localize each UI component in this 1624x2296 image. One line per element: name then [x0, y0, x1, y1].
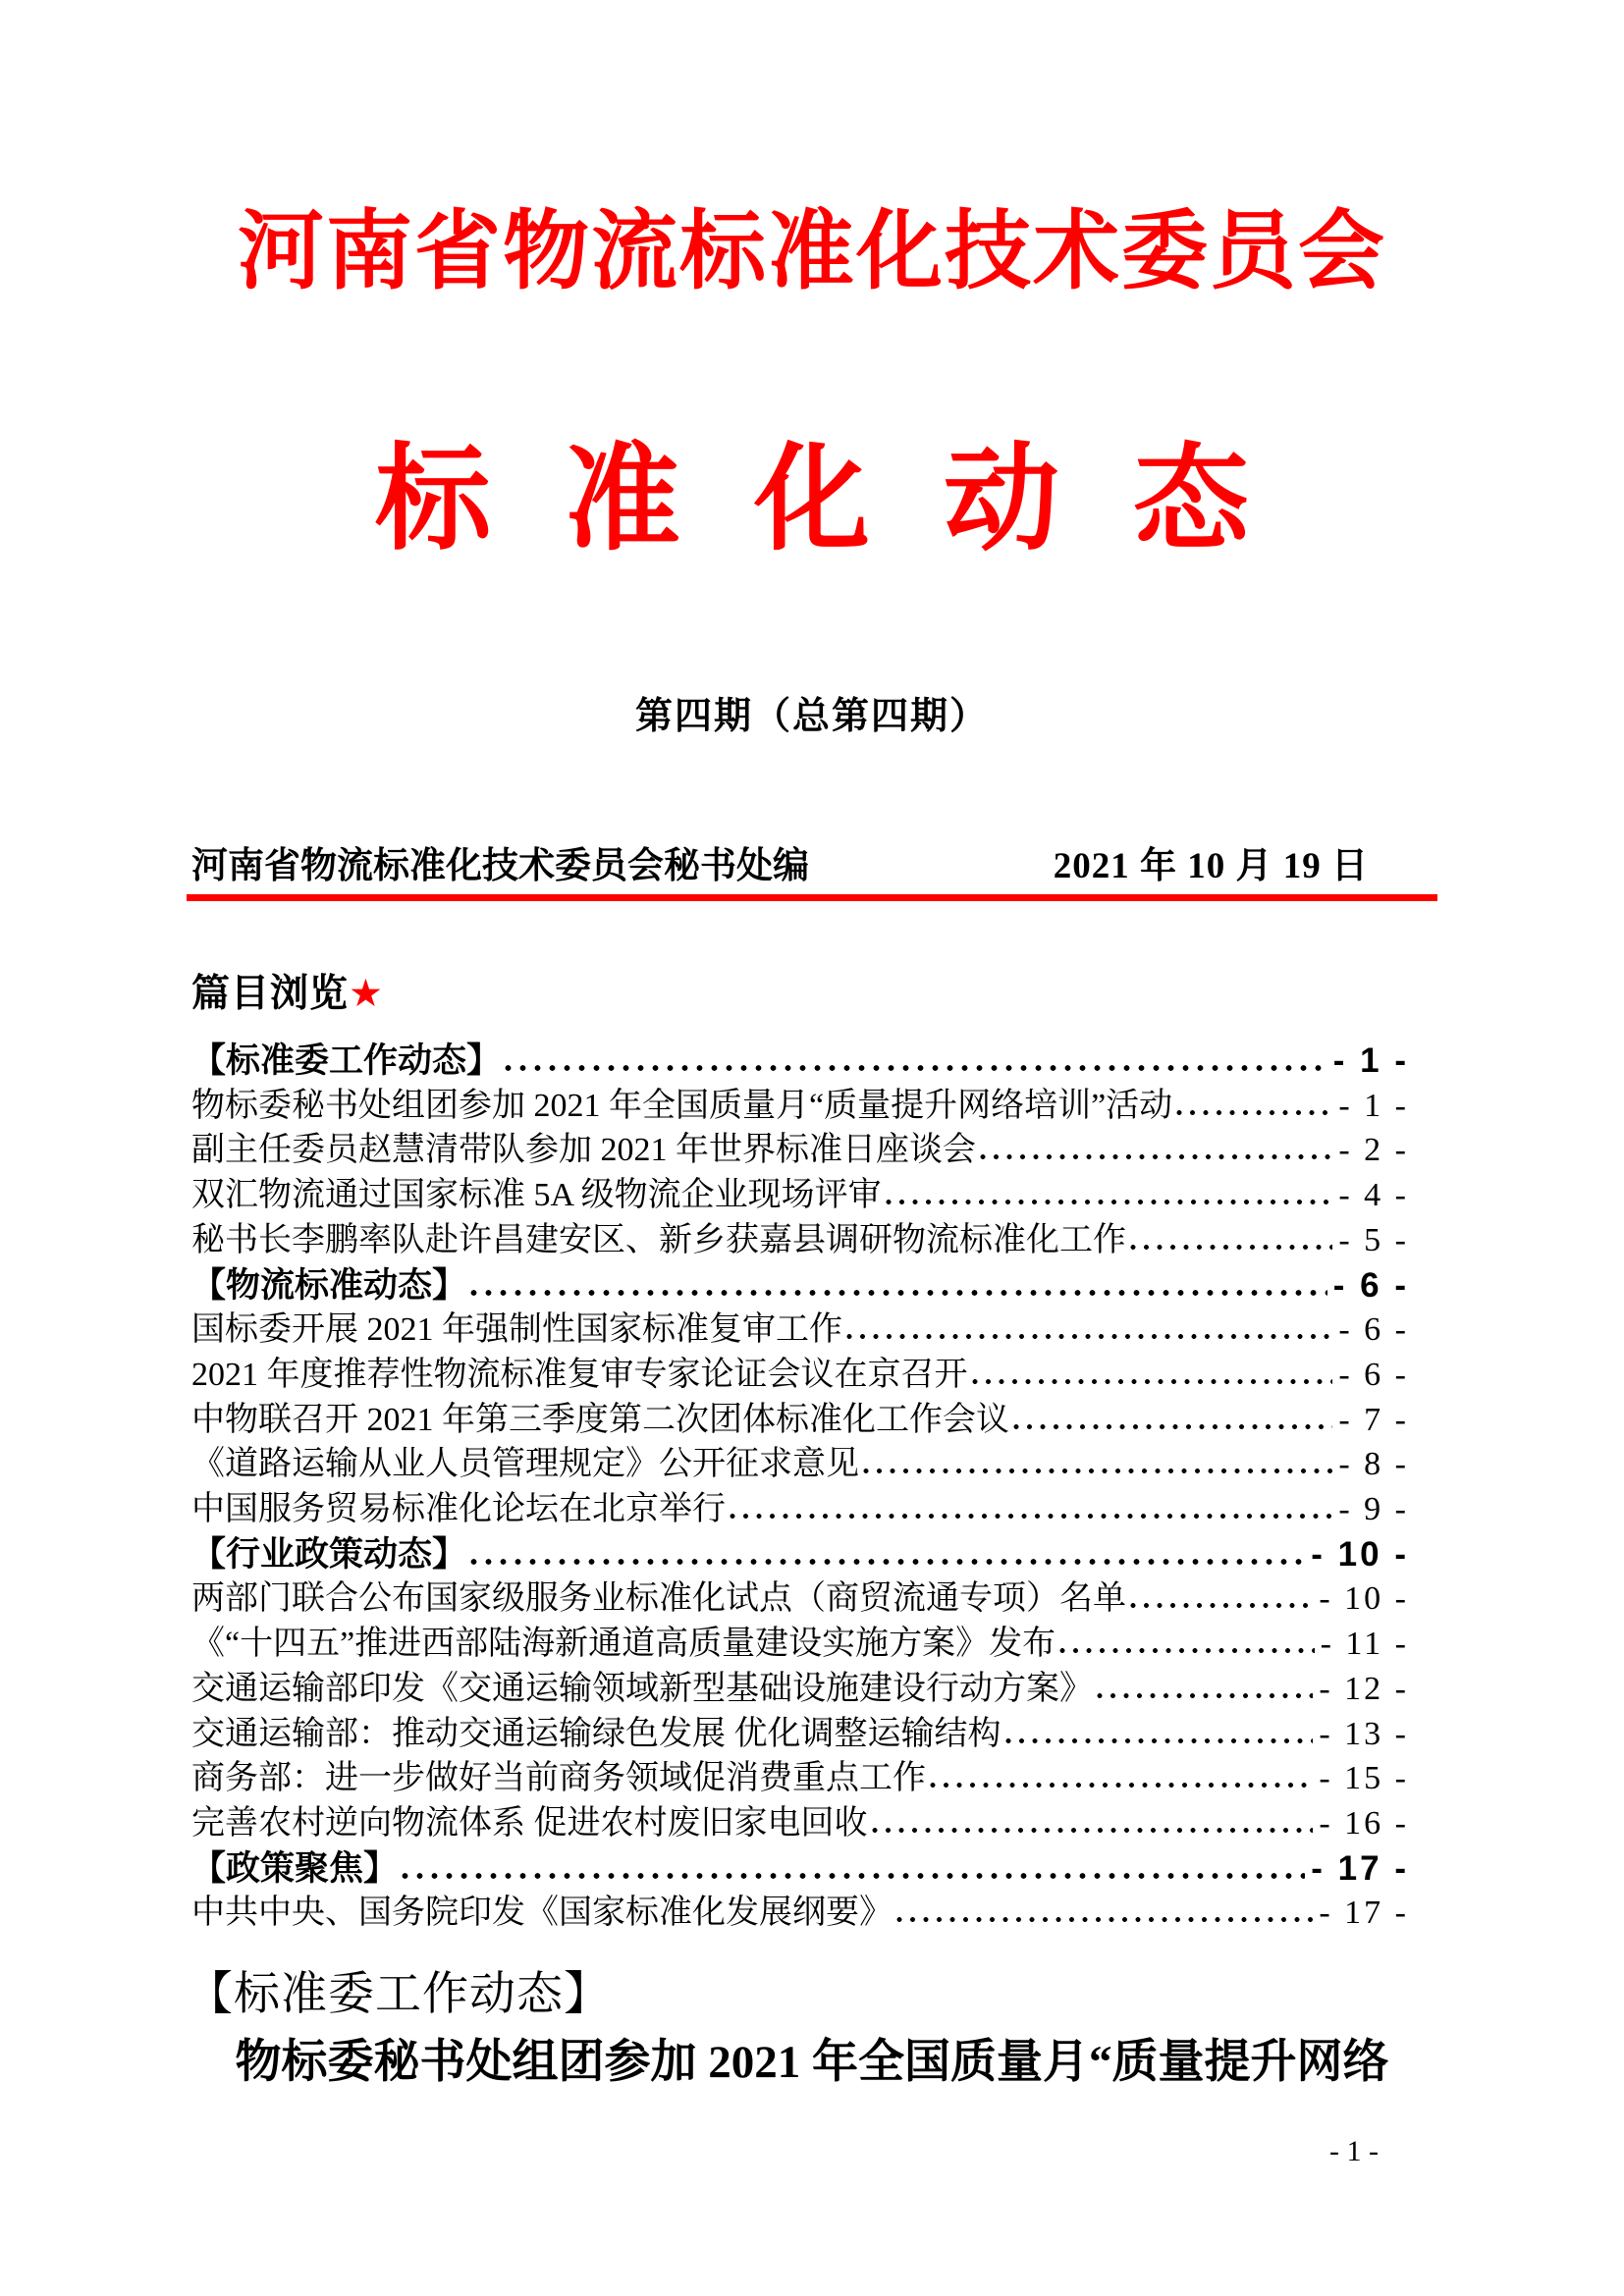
toc-leader-dots: [886, 1199, 1333, 1205]
star-icon: ★: [349, 973, 384, 1015]
toc-entry-page: - 12 -: [1319, 1670, 1409, 1707]
publication-date: 2021 年 10 月 19 日: [1053, 846, 1369, 886]
toc-entry-label: 《道路运输从业人员管理规定》公开征求意见: [191, 1446, 859, 1483]
article-title: 物标委秘书处组团参加 2021 年全国质量月“质量提升网络: [235, 2037, 1389, 2088]
toc-entry: [191, 1308, 1409, 1353]
toc-entry-label: 物标委秘书处组团参加 2021 年全国质量月“质量提升网络培训”活动: [191, 1087, 1173, 1124]
newsletter-title: 标准化动态: [374, 436, 1323, 564]
editor-row: [191, 835, 1433, 888]
toc-entry-page: - 15 -: [1319, 1760, 1409, 1797]
toc-entry-label: 交通运输部印发《交通运输领域新型基础设施建设行动方案》: [191, 1670, 1093, 1707]
toc-leader-dots: [896, 1916, 1313, 1923]
toc-entry-page: - 13 -: [1319, 1715, 1409, 1752]
red-divider-rule: [187, 894, 1437, 901]
toc-title: [191, 963, 384, 1018]
toc-leader-dots: [470, 1289, 1327, 1297]
toc-entry: [191, 1487, 1409, 1532]
section-heading: 【标准委工作动态】: [187, 1969, 611, 2020]
toc-leader-dots: [470, 1558, 1305, 1566]
toc-entry-page: - 4 -: [1338, 1177, 1409, 1214]
toc-entry: [191, 1173, 1409, 1218]
toc-entry-label: 商务部：进一步做好当前商务领域促消费重点工作: [191, 1760, 926, 1797]
toc-leader-dots: [505, 1064, 1327, 1072]
toc-leader-dots: [1005, 1737, 1314, 1744]
toc-entry-label: 中共中央、国务院印发《国家标准化发展纲要》: [191, 1895, 893, 1932]
toc-entry-label: 双汇物流通过国家标准 5A 级物流企业现场评审: [191, 1177, 882, 1214]
toc-leader-dots: [402, 1872, 1305, 1880]
toc-leader-dots: [1097, 1692, 1313, 1699]
toc-entry-page: - 16 -: [1319, 1804, 1409, 1842]
toc-leader-dots: [1059, 1647, 1314, 1654]
toc-entry-label: 国标委开展 2021 年强制性国家标准复审工作: [191, 1311, 842, 1349]
toc-entry-label: 中物联召开 2021 年第三季度第二次团体标准化工作会议: [191, 1401, 1009, 1438]
toc-entry: [191, 1218, 1409, 1263]
toc-entry-page: - 6 -: [1338, 1311, 1409, 1349]
issue-line: 第四期（总第四期）: [634, 696, 989, 737]
toc-entry-page: - 6 -: [1332, 1265, 1409, 1305]
toc-leader-dots: [980, 1153, 1332, 1160]
toc-entry: [191, 1128, 1409, 1173]
toc-entry-label: 中国服务贸易标准化论坛在北京举行: [191, 1491, 726, 1528]
toc-entry-label: 【政策聚焦】: [191, 1848, 399, 1888]
toc-entry-label: 《“十四五”推进西部陆海新通道高质量建设实施方案》发布: [191, 1626, 1056, 1663]
toc-entry: [191, 1622, 1409, 1667]
toc-leader-dots: [846, 1333, 1332, 1340]
toc-entry-page: - 10 -: [1311, 1534, 1409, 1574]
toc-leader-dots: [972, 1378, 1333, 1385]
toc-entry: [191, 1756, 1409, 1801]
toc-leader-dots: [1013, 1423, 1332, 1430]
toc-entry: [191, 1353, 1409, 1398]
toc-entry: [191, 1667, 1409, 1712]
toc-entry-label: 交通运输部：推动交通运输绿色发展 优化调整运输结构: [191, 1715, 1001, 1752]
toc-entry-label: 两部门联合公布国家级服务业标准化试点（商贸流通专项）名单: [191, 1580, 1126, 1618]
toc-entry: [191, 1442, 1409, 1487]
page-number: - 1 -: [1329, 2135, 1379, 2167]
toc-entry-page: - 17 -: [1319, 1895, 1409, 1932]
toc-entry-page: - 7 -: [1338, 1401, 1409, 1438]
toc-leader-dots: [1130, 1244, 1332, 1251]
org-title: 河南省物流标准化技术委员会: [237, 205, 1386, 300]
toc-entry: [191, 1532, 1409, 1577]
toc-entry-page: - 2 -: [1338, 1132, 1409, 1169]
toc-entry-page: - 11 -: [1320, 1626, 1409, 1663]
toc-entry-label: 秘书长李鹏率队赴许昌建安区、新乡获嘉县调研物流标准化工作: [191, 1221, 1126, 1258]
toc-leader-dots: [872, 1827, 1314, 1834]
toc-entry: [191, 1398, 1409, 1443]
toc-title-text: 篇目浏览: [191, 973, 350, 1015]
toc-entry-page: - 5 -: [1338, 1221, 1409, 1258]
toc-entry: [191, 1084, 1409, 1129]
toc-entry: [191, 1039, 1409, 1084]
toc-entry: [191, 1263, 1409, 1308]
toc-entry: [191, 1846, 1409, 1892]
table-of-contents: [191, 1039, 1409, 1936]
toc-entry-label: 【物流标准动态】: [191, 1265, 467, 1305]
toc-entry-page: - 1 -: [1338, 1087, 1409, 1124]
toc-leader-dots: [730, 1513, 1332, 1520]
toc-entry: [191, 1576, 1409, 1622]
toc-entry-page: - 10 -: [1319, 1580, 1409, 1618]
toc-leader-dots: [1176, 1109, 1332, 1116]
toc-entry-page: - 8 -: [1338, 1446, 1409, 1483]
toc-leader-dots: [930, 1782, 1313, 1789]
toc-entry: [191, 1712, 1409, 1757]
toc-entry-label: 【标准委工作动态】: [191, 1041, 502, 1080]
toc-leader-dots: [863, 1468, 1332, 1474]
editor-credit: 河南省物流标准化技术委员会秘书处编: [191, 846, 809, 886]
toc-entry: [191, 1801, 1409, 1846]
toc-entry-label: 副主任委员赵慧清带队参加 2021 年世界标准日座谈会: [191, 1132, 976, 1169]
toc-entry: [191, 1891, 1409, 1936]
toc-entry-page: - 9 -: [1338, 1491, 1409, 1528]
toc-entry-page: - 6 -: [1338, 1356, 1409, 1393]
toc-entry-page: - 1 -: [1332, 1041, 1409, 1080]
toc-entry-label: 完善农村逆向物流体系 促进农村废旧家电回收: [191, 1804, 868, 1842]
toc-entry-label: 【行业政策动态】: [191, 1534, 467, 1574]
toc-entry-label: 2021 年度推荐性物流标准复审专家论证会议在京召开: [191, 1356, 968, 1393]
toc-entry-page: - 17 -: [1311, 1848, 1409, 1888]
toc-leader-dots: [1130, 1602, 1313, 1609]
